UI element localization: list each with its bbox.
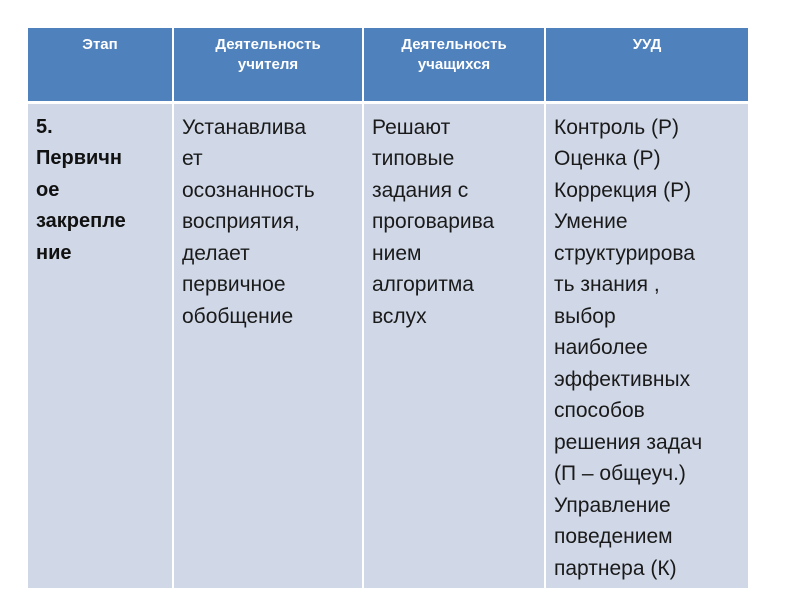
header-student-activity [363, 28, 545, 102]
student-activity-cell [363, 102, 545, 588]
header-row [28, 28, 748, 102]
header-teacher-activity-label: Деятельность учителя [215, 36, 321, 73]
student-activity-text: Решают типовые задания с проговарива нием алгоритма вслух [372, 115, 495, 328]
teacher-activity-text: Устанавлива ет осознанность восприятия, делает первичное обобщение [182, 115, 315, 328]
header-stage [28, 28, 173, 102]
teacher-activity-cell [173, 102, 363, 588]
table-header [28, 28, 748, 102]
uud-text: Контроль (Р) Оценка (Р) Коррекция (Р) Умение структурирова ть знания , выбор наиболее эффективных способов решения задач (П – общеуч.) Управление поведением партнера (К) [554, 115, 703, 580]
stage-text: 5. Первичн ое закрепле ние [36, 115, 126, 264]
header-student-activity-label: Деятельность учащихся [401, 36, 507, 73]
header-uud [545, 28, 748, 102]
header-stage-label: Этап [82, 36, 118, 53]
table-body [28, 102, 748, 588]
table-row [28, 102, 748, 588]
header-uud-label: УУД [632, 36, 662, 53]
uud-cell [545, 102, 748, 588]
stage-cell [28, 102, 173, 588]
header-teacher-activity [173, 28, 363, 102]
lesson-stage-table [28, 28, 748, 588]
